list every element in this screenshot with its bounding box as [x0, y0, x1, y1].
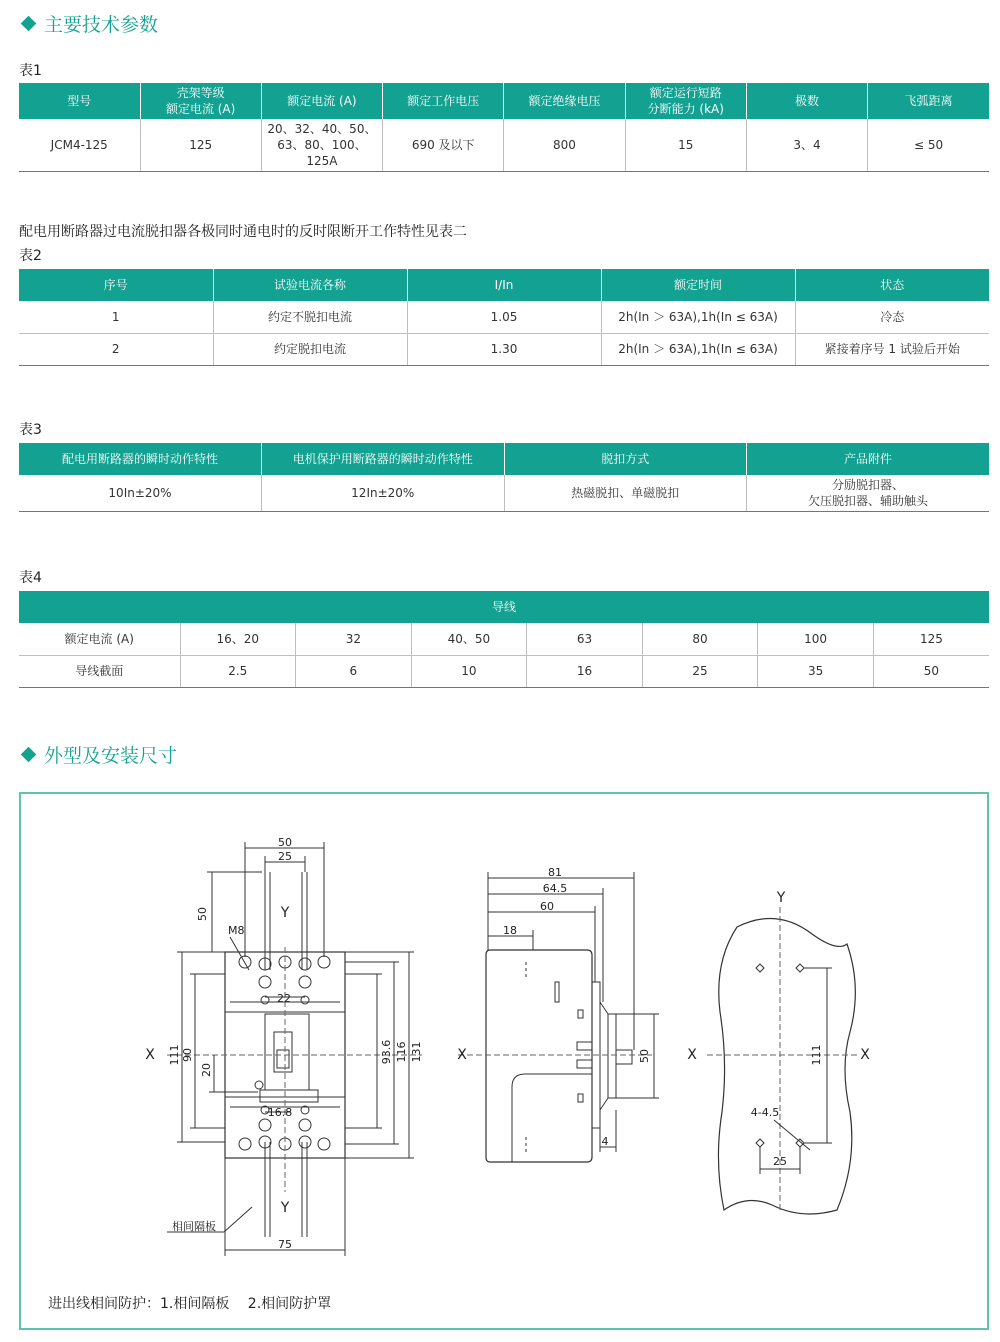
table4-caption: 表4 [19, 570, 42, 586]
table-header: 额定运行短路 分断能力 (kA) [625, 83, 746, 119]
axis-label-x: X [687, 1047, 697, 1063]
table-row [19, 623, 989, 655]
table-cell: 导线截面 [19, 655, 180, 687]
dim-label: 4-4.5 [750, 1106, 780, 1119]
table-header: 试验电流各称 [213, 269, 407, 301]
table-header: 飞弧距离 [868, 83, 989, 119]
section-title-dimensions: 外型及安装尺寸 [20, 741, 177, 768]
dim-label: 90 [181, 1048, 194, 1062]
dim-label: 18 [503, 924, 517, 937]
axis-label-y: Y [776, 890, 786, 906]
table-cell: JCM4-125 [19, 119, 140, 171]
dim-label: 20 [200, 1063, 213, 1077]
table-cell: 800 [504, 119, 625, 171]
table-cell: 125 [873, 623, 989, 655]
table-cell: 63 [527, 623, 643, 655]
dim-label: 16.8 [267, 1106, 293, 1119]
table-header: I/In [407, 269, 601, 301]
table-header: 额定电流 (A) [261, 83, 382, 119]
table3-caption: 表3 [19, 422, 42, 438]
table3 [19, 443, 989, 512]
table-header-row [19, 269, 989, 301]
table2-note: 配电用断路器过电流脱扣器各极同时通电时的反时限断开工作特性见表二 [19, 224, 467, 240]
table-cell: 80 [642, 623, 758, 655]
table2-caption: 表2 [19, 248, 42, 264]
table-header: 产品附件 [747, 443, 990, 475]
table-cell: 6 [296, 655, 412, 687]
table-header: 序号 [19, 269, 213, 301]
dim-label: 111 [168, 1044, 181, 1066]
dim-label: 131 [410, 1041, 423, 1063]
table-header: 额定时间 [601, 269, 795, 301]
dim-label: 111 [810, 1044, 823, 1066]
table-row [19, 333, 989, 365]
axis-label-x: X [457, 1047, 467, 1063]
table-row [19, 119, 989, 171]
table4 [19, 591, 989, 688]
table-cell: 125 [140, 119, 261, 171]
table-cell: 2h(In ＞ 63A),1h(In ≤ 63A) [601, 333, 795, 365]
table-cell: 16 [527, 655, 643, 687]
table-cell: 1.05 [407, 301, 601, 333]
separator-label: 相间隔板 [172, 1220, 216, 1233]
dim-label: 25 [773, 1155, 787, 1168]
table-cell: 热磁脱扣、单磁脱扣 [504, 475, 747, 511]
table-row [19, 301, 989, 333]
axis-label-x: X [860, 1047, 870, 1063]
table-cell: 12In±20% [262, 475, 505, 511]
dim-label: 60 [540, 900, 554, 913]
axis-label-x: X [145, 1047, 155, 1063]
dim-label: 50 [196, 907, 209, 921]
table-cell: 2h(In ＞ 63A),1h(In ≤ 63A) [601, 301, 795, 333]
table1 [19, 83, 989, 172]
table-header: 额定绝缘电压 [504, 83, 625, 119]
side-view [458, 872, 659, 1162]
table-cell: 1.30 [407, 333, 601, 365]
dim-label: 22 [277, 992, 291, 1005]
diamond-icon [21, 16, 37, 32]
dim-label: 64.5 [542, 882, 568, 895]
table-cell: 25 [642, 655, 758, 687]
table-cell: 35 [758, 655, 874, 687]
table-header-row [19, 591, 989, 623]
table-cell: 16、20 [180, 623, 296, 655]
dimension-drawing-frame [19, 792, 989, 1330]
table-cell: 紧接着序号 1 试验后开始 [795, 333, 989, 365]
drawing-footer-note: 进出线相间防护：1.相间隔板 2.相间防护罩 [48, 1296, 332, 1312]
dim-label: 81 [548, 866, 562, 879]
table-header: 电机保护用断路器的瞬时动作特性 [262, 443, 505, 475]
table-header-row [19, 83, 989, 119]
table-cell: 32 [296, 623, 412, 655]
table-cell: 分励脱扣器、 欠压脱扣器、辅助触头 [747, 475, 990, 511]
dim-label: 50 [278, 836, 292, 849]
table-cell: 690 及以下 [383, 119, 504, 171]
dim-label: 4 [601, 1135, 609, 1148]
table-header: 壳架等级 额定电流 (A) [140, 83, 261, 119]
table-cell: 10 [411, 655, 527, 687]
table-row [19, 655, 989, 687]
table-header: 极数 [746, 83, 867, 119]
table1-caption: 表1 [19, 63, 42, 79]
axis-label-y: Y [280, 905, 290, 921]
dim-label: 93.6 [380, 1039, 393, 1065]
table-header-row [19, 443, 989, 475]
table-cell: 10In±20% [19, 475, 262, 511]
table-cell: ≤ 50 [868, 119, 989, 171]
table-header: 额定工作电压 [383, 83, 504, 119]
table-cell: 15 [625, 119, 746, 171]
table-cell: 3、4 [746, 119, 867, 171]
dimension-drawing [21, 794, 987, 1328]
dim-label: 50 [638, 1049, 651, 1063]
dim-label: M8 [228, 924, 245, 937]
table-cell: 约定不脱扣电流 [213, 301, 407, 333]
table-cell: 1 [19, 301, 213, 333]
table-cell: 100 [758, 623, 874, 655]
table-cell: 2 [19, 333, 213, 365]
table-header: 型号 [19, 83, 140, 119]
table-cell: 约定脱扣电流 [213, 333, 407, 365]
table-header: 导线 [19, 591, 989, 623]
table-header: 状态 [795, 269, 989, 301]
table2 [19, 269, 989, 366]
table-cell: 2.5 [180, 655, 296, 687]
dim-label: 75 [278, 1238, 292, 1251]
diamond-icon [21, 747, 37, 763]
axis-label-y: Y [280, 1200, 290, 1216]
table-cell: 50 [873, 655, 989, 687]
dim-label: 25 [278, 850, 292, 863]
table-cell: 20、32、40、50、 63、80、100、 125A [261, 119, 382, 171]
table-cell: 额定电流 (A) [19, 623, 180, 655]
table-row [19, 475, 989, 511]
table-cell: 40、50 [411, 623, 527, 655]
section-title-specs: 主要技术参数 [20, 10, 158, 37]
table-header: 配电用断路器的瞬时动作特性 [19, 443, 262, 475]
dim-label: 116 [395, 1041, 408, 1063]
table-header: 脱扣方式 [504, 443, 747, 475]
table-cell: 冷态 [795, 301, 989, 333]
